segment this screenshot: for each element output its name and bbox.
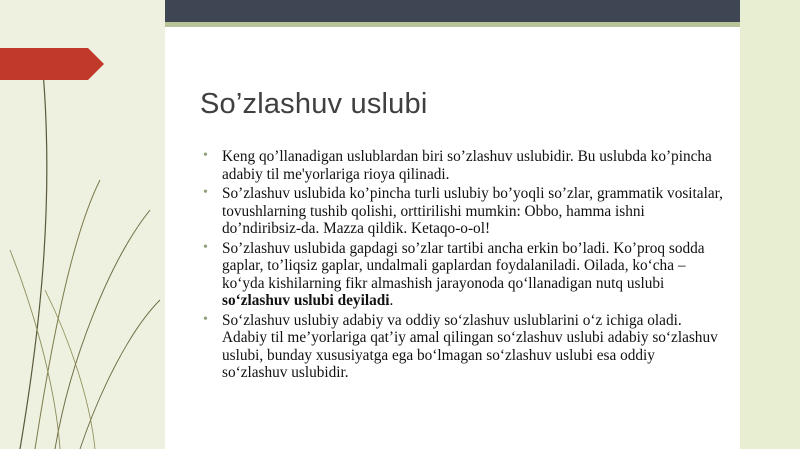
bullet-text-end: . — [389, 292, 394, 309]
bullet-icon: • — [203, 185, 208, 200]
arrow-decoration — [0, 46, 110, 82]
red-arrow-shape — [0, 48, 104, 80]
bullet-icon: • — [203, 148, 208, 163]
bullet-list — [203, 148, 723, 384]
slide-title: So’zlashuv uslubi — [200, 88, 428, 120]
bullet-text: Keng qo’llanadigan uslublardan biri so’zlashuv uslubidir. Bu uslubda ko’pincha adabiy til me'yorlariga rioya qilinadi. — [222, 148, 712, 183]
decor-line — [45, 290, 95, 449]
right-background — [740, 0, 800, 449]
bullet-item-3 — [203, 240, 723, 310]
decor-line — [35, 180, 100, 449]
decor-line — [20, 60, 47, 449]
bullet-item-1 — [203, 148, 723, 183]
bullet-text: So’zlashuv uslubida gapdagi so’zlar tartibi ancha erkin bo’ladi. Ko’proq sodda gaplar, to’liqsiz gaplar, undalmali gaplardan foydalaniladi. Oilada, ko‘cha – ko‘yda kishilarning fikr almashish jarayonoda qo‘llanadigan nutq uslubi — [222, 239, 705, 292]
decor-line — [55, 210, 150, 449]
top-bar — [165, 0, 740, 22]
bullet-bold-text: so‘zlashuv uslubi deyiladi — [222, 292, 390, 309]
bullet-text: So’zlashuv uslubida ko’pincha turli uslubiy bo’yoqli so’zlar, grammatik vositalar, tovushlarning tushib qolishi, orttirilishi mumkin: Obbo, hamma ishni do’ndiribsiz-da. Mazza qildik. Ketaqo-o-ol! — [222, 185, 723, 237]
bullet-item-2 — [203, 185, 723, 238]
bullet-icon: • — [203, 239, 208, 255]
bullet-item-4 — [203, 312, 723, 382]
bullet-icon: • — [203, 311, 208, 327]
top-bar-accent — [165, 22, 740, 27]
bullet-text: So‘zlashuv uslubiy adabiy va oddiy so‘zlashuv uslublarini o‘z ichiga oladi. Adabiy til me’yorlariga qat’iy amal qilingan so‘zlashuv uslubi adabiy so‘zlashuv uslubi, bunday xususiyatga ega bo‘lmagan so‘zlashuv uslubi esa oddiy so‘zlashuv uslubidir. — [222, 311, 718, 381]
